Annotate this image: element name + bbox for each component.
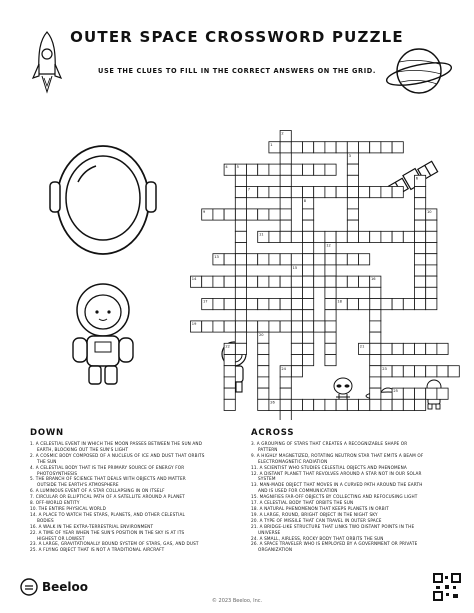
- grid-cell[interactable]: [347, 187, 358, 198]
- grid-number: 18: [337, 299, 342, 304]
- grid-cell[interactable]: [426, 287, 437, 298]
- grid-cell[interactable]: [303, 231, 314, 242]
- grid-cell[interactable]: [347, 142, 358, 153]
- grid-cell[interactable]: [291, 355, 302, 366]
- down-clue-line: 4. A CELESTIAL BODY THAT IS THE PRIMARY SOURCE OF ENERGY FOR: [30, 464, 185, 470]
- grid-cell[interactable]: [280, 254, 291, 265]
- grid-cell[interactable]: [415, 220, 426, 231]
- grid-number: 23: [382, 366, 387, 371]
- grid-cell[interactable]: [370, 355, 381, 366]
- grid-number: 26: [270, 400, 275, 405]
- grid-cell[interactable]: [392, 299, 403, 310]
- grid-cell[interactable]: [347, 254, 358, 265]
- bee-logo-icon: [20, 578, 38, 596]
- grid-cell[interactable]: [426, 366, 437, 377]
- down-clue-line: 23. A LARGE, GRAVITATIONALLY BOUND SYSTEM OF STARS, GAS, AND DUST: [30, 541, 199, 547]
- grid-cell[interactable]: [370, 142, 381, 153]
- grid-cell[interactable]: [415, 287, 426, 298]
- across-clue-line: 18. A NATURAL PHENOMENON THAT KEEPS PLANETS IN ORBIT: [251, 505, 389, 511]
- grid-cell[interactable]: [269, 231, 280, 242]
- grid-cell[interactable]: [370, 366, 381, 377]
- grid-cell[interactable]: [303, 220, 314, 231]
- across-clue-line: 26. A SPACE TRAVELER WHO IS EMPLOYED BY A GOVERNMENT OR PRIVATE: [251, 541, 418, 547]
- down-clue-line: 1. A CELESTIAL EVENT IN WHICH THE MOON PASSES BETWEEN THE SUN AND: [30, 441, 203, 446]
- grid-cell[interactable]: [303, 142, 314, 153]
- down-clue-line: 10. THE ENTIRE PHYSICAL WORLD: [30, 505, 106, 511]
- grid-cell[interactable]: [269, 187, 280, 198]
- grid-cell[interactable]: [235, 310, 246, 321]
- grid-cell[interactable]: [347, 231, 358, 242]
- grid-cell[interactable]: [258, 299, 269, 310]
- grid-number: 22: [225, 344, 230, 349]
- grid-cell[interactable]: [213, 299, 224, 310]
- grid-cell[interactable]: [235, 254, 246, 265]
- across-clue-line: ORGANIZATION: [258, 547, 293, 553]
- grid-cell[interactable]: [291, 399, 302, 410]
- grid-number: 24: [281, 366, 286, 371]
- grid-cell[interactable]: [280, 276, 291, 287]
- grid-cell[interactable]: [291, 164, 302, 175]
- grid-cell[interactable]: [381, 343, 392, 354]
- grid-number: 10: [427, 210, 432, 214]
- grid-cell[interactable]: [303, 310, 314, 321]
- grid-cell[interactable]: [213, 209, 224, 220]
- grid-cell[interactable]: [235, 198, 246, 209]
- grid-cell[interactable]: [415, 243, 426, 254]
- grid-cell[interactable]: [291, 187, 302, 198]
- grid-cell[interactable]: [325, 355, 336, 366]
- grid-cell[interactable]: [235, 220, 246, 231]
- grid-cell[interactable]: [224, 388, 235, 399]
- across-clue-line: 19. A LARGE, ROUND, BRIGHT OBJECT IN THE NIGHT SKY: [251, 511, 378, 517]
- grid-cell[interactable]: [359, 299, 370, 310]
- grid-cell[interactable]: [224, 276, 235, 287]
- grid-number: 19: [191, 322, 197, 326]
- grid-cell[interactable]: [370, 310, 381, 321]
- grid-cell[interactable]: [392, 343, 403, 354]
- grid-cell[interactable]: [336, 187, 347, 198]
- grid-cell[interactable]: [426, 231, 437, 242]
- grid-cell[interactable]: [269, 209, 280, 220]
- grid-cell[interactable]: [269, 299, 280, 310]
- grid-cell[interactable]: [258, 321, 269, 332]
- astronaut-helmet-icon: [48, 142, 158, 262]
- across-clue-line: 3. A GROUPING OF STARS THAT CREATES A RECOGNIZABLE SHAPE OR: [251, 441, 408, 446]
- grid-cell[interactable]: [392, 187, 403, 198]
- grid-cell[interactable]: [258, 355, 269, 366]
- grid-number: 11: [259, 232, 264, 237]
- grid-cell[interactable]: [303, 355, 314, 366]
- grid-cell[interactable]: [403, 399, 414, 410]
- grid-cell[interactable]: [347, 209, 358, 220]
- page-title: OUTER SPACE CROSSWORD PUZZLE: [70, 28, 404, 46]
- grid-cell[interactable]: [235, 276, 246, 287]
- grid-cell[interactable]: [325, 265, 336, 276]
- across-clue-line: 17. A CELESTIAL BODY THAT ORBITS THE SUN: [251, 500, 354, 506]
- grid-number: 4: [225, 165, 228, 170]
- down-clue-line: 8. OFF-WORLD ENTITY: [30, 500, 80, 506]
- grid-cell[interactable]: [280, 377, 291, 388]
- grid-cell[interactable]: [415, 299, 426, 310]
- grid-cell[interactable]: [325, 254, 336, 265]
- grid-cell[interactable]: [314, 187, 325, 198]
- grid-cell[interactable]: [303, 209, 314, 220]
- grid-cell[interactable]: [303, 332, 314, 343]
- crossword-grid: [190, 130, 460, 420]
- across-heading: ACROSS: [251, 428, 295, 438]
- grid-cell[interactable]: [303, 299, 314, 310]
- grid-cell[interactable]: [403, 299, 414, 310]
- grid-cell[interactable]: [213, 276, 224, 287]
- grid-cell[interactable]: [280, 142, 291, 153]
- grid-cell[interactable]: [359, 254, 370, 265]
- grid-cell[interactable]: [437, 366, 448, 377]
- grid-cell[interactable]: [347, 175, 358, 186]
- grid-cell[interactable]: [247, 321, 258, 332]
- grid-cell[interactable]: [235, 265, 246, 276]
- grid-cell[interactable]: [280, 175, 291, 186]
- grid-cell[interactable]: [291, 287, 302, 298]
- grid-cell[interactable]: [291, 310, 302, 321]
- grid-cell[interactable]: [202, 276, 213, 287]
- down-clue-line: 6. A LUMINOUS EVENT OF A STAR COLLAPSING IN ON ITSELF: [30, 488, 165, 494]
- grid-cell[interactable]: [280, 153, 291, 164]
- grid-cell[interactable]: [258, 399, 269, 410]
- grid-cell[interactable]: [426, 388, 437, 399]
- grid-cell[interactable]: [280, 198, 291, 209]
- grid-cell[interactable]: [269, 276, 280, 287]
- grid-cell[interactable]: [426, 220, 437, 231]
- grid-cell[interactable]: [280, 164, 291, 175]
- grid-number: 7: [247, 187, 251, 192]
- down-clue-line: 16. A WALK IN THE EXTRA-TERRESTRIAL ENVIRONMENT: [30, 523, 154, 529]
- grid-cell[interactable]: [336, 276, 347, 287]
- grid-cell[interactable]: [235, 187, 246, 198]
- grid-cell[interactable]: [426, 243, 437, 254]
- grid-cell[interactable]: [392, 142, 403, 153]
- grid-cell[interactable]: [359, 187, 370, 198]
- grid-cell[interactable]: [415, 388, 426, 399]
- down-heading: DOWN: [30, 428, 64, 438]
- grid-cell[interactable]: [415, 231, 426, 242]
- grid-cell[interactable]: [381, 231, 392, 242]
- grid-number: 20: [259, 333, 264, 338]
- across-clue-line: 9. A HIGHLY MAGNETIZED, ROTATING NEUTRON STAR THAT EMITS A BEAM OF: [251, 452, 424, 458]
- grid-cell[interactable]: [325, 164, 336, 175]
- grid-cell[interactable]: [347, 164, 358, 175]
- across-clue-line: 21. A BRIDGE-LIKE STRUCTURE THAT LINKS TWO DISTANT POINTS IN THE: [251, 523, 415, 529]
- grid-cell[interactable]: [415, 254, 426, 265]
- footer-brand: Beeloo: [42, 580, 89, 594]
- grid-cell[interactable]: [258, 254, 269, 265]
- down-clue-list: [30, 441, 240, 553]
- across-clue-line: 15. MAGNIFIES FAR-OFF OBJECTS BY COLLECTING AND REFOCUSING LIGHT: [251, 494, 418, 500]
- grid-cell[interactable]: [426, 299, 437, 310]
- grid-cell[interactable]: [370, 377, 381, 388]
- grid-cell[interactable]: [291, 254, 302, 265]
- grid-cell[interactable]: [235, 299, 246, 310]
- rocket-icon: [30, 30, 64, 100]
- grid-cell[interactable]: [325, 332, 336, 343]
- grid-number: 1: [270, 142, 273, 147]
- grid-cell[interactable]: [258, 343, 269, 354]
- across-clue-line: 20. A TYPE OF MISSILE THAT CAN TRAVEL IN OUTER SPACE: [251, 517, 382, 523]
- across-clue-line: ELECTROMAGNETIC RADIATION: [258, 458, 328, 464]
- grid-cell[interactable]: [269, 164, 280, 175]
- grid-number: 17: [203, 299, 208, 304]
- down-clue-line: OUTSIDE THE EARTH'S ATMOSPHERE: [37, 482, 119, 488]
- grid-cell[interactable]: [280, 220, 291, 231]
- across-clue-list: [251, 441, 461, 553]
- grid-cell[interactable]: [437, 343, 448, 354]
- down-clue-line: HIGHEST OR LOWEST: [37, 535, 85, 541]
- grid-cell[interactable]: [415, 198, 426, 209]
- grid-cell[interactable]: [426, 276, 437, 287]
- grid-cell[interactable]: [370, 332, 381, 343]
- grid-cell[interactable]: [224, 399, 235, 410]
- grid-number: 15: [292, 266, 298, 270]
- grid-cell[interactable]: [291, 321, 302, 332]
- grid-cell[interactable]: [291, 366, 302, 377]
- grid-cell[interactable]: [370, 287, 381, 298]
- down-clue-line: PHOTOSYNTHESIS: [37, 470, 78, 476]
- grid-cell[interactable]: [370, 399, 381, 410]
- grid-cell[interactable]: [224, 321, 235, 332]
- grid-cell[interactable]: [415, 343, 426, 354]
- grid-cell[interactable]: [291, 299, 302, 310]
- grid-cell[interactable]: [415, 209, 426, 220]
- grid-number: 5: [236, 165, 239, 170]
- grid-cell[interactable]: [280, 231, 291, 242]
- grid-cell[interactable]: [359, 276, 370, 287]
- grid-cell[interactable]: [415, 366, 426, 377]
- grid-cell[interactable]: [415, 399, 426, 410]
- grid-cell[interactable]: [224, 299, 235, 310]
- across-clue-line: 13. MAN-MADE OBJECT THAT MOVES IN A CURVED PATH AROUND THE EARTH: [251, 482, 423, 488]
- grid-cell[interactable]: [247, 276, 258, 287]
- footer-copyright: © 2023 Beeloo, Inc.: [211, 598, 263, 604]
- grid-cell[interactable]: [381, 142, 392, 153]
- grid-cell[interactable]: [381, 187, 392, 198]
- grid-number: 6: [415, 176, 419, 181]
- grid-cell[interactable]: [325, 321, 336, 332]
- grid-cell[interactable]: [347, 299, 358, 310]
- grid-number: 2: [281, 131, 284, 136]
- grid-cell[interactable]: [403, 388, 414, 399]
- down-clue-line: 7. CIRCULAR OR ELLIPTICAL PATH OF A SATELLITE AROUND A PLANET: [30, 494, 185, 500]
- grid-cell[interactable]: [347, 220, 358, 231]
- grid-cell[interactable]: [403, 366, 414, 377]
- grid-cell[interactable]: [202, 321, 213, 332]
- grid-number: 14: [191, 277, 197, 282]
- grid-cell[interactable]: [235, 231, 246, 242]
- grid-cell[interactable]: [258, 209, 269, 220]
- grid-cell[interactable]: [291, 332, 302, 343]
- qr-code-icon: [433, 573, 461, 601]
- grid-cell[interactable]: [381, 399, 392, 410]
- grid-cell[interactable]: [280, 187, 291, 198]
- grid-cell[interactable]: [224, 254, 235, 265]
- grid-cell[interactable]: [381, 299, 392, 310]
- grid-cell[interactable]: [347, 399, 358, 410]
- grid-cell[interactable]: [247, 299, 258, 310]
- grid-cell[interactable]: [247, 254, 258, 265]
- grid-cell[interactable]: [392, 231, 403, 242]
- grid-cell[interactable]: [325, 276, 336, 287]
- grid-cell[interactable]: [269, 321, 280, 332]
- grid-cell[interactable]: [247, 209, 258, 220]
- grid-cell[interactable]: [291, 231, 302, 242]
- across-clue-line: PATTERN: [258, 446, 278, 452]
- grid-cell[interactable]: [415, 187, 426, 198]
- grid-cell[interactable]: [370, 299, 381, 310]
- grid-cell[interactable]: [359, 231, 370, 242]
- grid-cell[interactable]: [235, 175, 246, 186]
- grid-cell[interactable]: [336, 399, 347, 410]
- grid-cell[interactable]: [235, 343, 246, 354]
- grid-cell[interactable]: [325, 231, 336, 242]
- grid-cell[interactable]: [280, 321, 291, 332]
- grid-cell[interactable]: [303, 276, 314, 287]
- grid-cell[interactable]: [303, 254, 314, 265]
- grid-cell[interactable]: [370, 187, 381, 198]
- grid-cell[interactable]: [291, 142, 302, 153]
- grid-cell[interactable]: [325, 399, 336, 410]
- grid-cell[interactable]: [336, 142, 347, 153]
- grid-cell[interactable]: [258, 377, 269, 388]
- grid-cell[interactable]: [258, 366, 269, 377]
- grid-number: 21: [359, 344, 365, 349]
- grid-cell[interactable]: [426, 265, 437, 276]
- grid-cell[interactable]: [235, 332, 246, 343]
- grid-cell[interactable]: [437, 388, 448, 399]
- grid-cell[interactable]: [303, 164, 314, 175]
- grid-cell[interactable]: [325, 310, 336, 321]
- grid-cell[interactable]: [314, 254, 325, 265]
- grid-cell[interactable]: [392, 366, 403, 377]
- grid-cell[interactable]: [280, 299, 291, 310]
- grid-number: 9: [203, 210, 206, 214]
- grid-cell[interactable]: [325, 343, 336, 354]
- across-clue-line: SYSTEM: [258, 476, 276, 482]
- grid-cell[interactable]: [347, 198, 358, 209]
- across-clue-line: AND IS USED FOR COMMUNICATION: [258, 488, 338, 494]
- across-clue-line: UNIVERSE: [258, 529, 281, 535]
- grid-cell[interactable]: [247, 164, 258, 175]
- grid-cell[interactable]: [280, 388, 291, 399]
- grid-cell[interactable]: [213, 321, 224, 332]
- down-clue-line: THE SUN: [37, 458, 57, 464]
- grid-cell[interactable]: [291, 276, 302, 287]
- grid-cell[interactable]: [370, 343, 381, 354]
- grid-cell[interactable]: [235, 209, 246, 220]
- grid-number: 8: [303, 198, 307, 203]
- grid-cell[interactable]: [415, 265, 426, 276]
- grid-cell[interactable]: [403, 231, 414, 242]
- grid-cell[interactable]: [426, 254, 437, 265]
- grid-cell[interactable]: [314, 399, 325, 410]
- grid-cell[interactable]: [303, 287, 314, 298]
- astronaut-icon: [63, 282, 143, 390]
- grid-cell[interactable]: [303, 399, 314, 410]
- down-clue-line: 14. A PLACE TO WATCH THE STARS, PLANETS, AND OTHER CELESTIAL: [30, 511, 185, 517]
- across-clue-line: 24. A SMALL, AIRLESS, ROCKY BODY THAT ORBITS THE SUN: [251, 535, 384, 541]
- grid-cell[interactable]: [336, 231, 347, 242]
- grid-cell[interactable]: [347, 276, 358, 287]
- grid-cell[interactable]: [325, 287, 336, 298]
- grid-cell[interactable]: [370, 321, 381, 332]
- grid-cell[interactable]: [325, 142, 336, 153]
- grid-cell[interactable]: [359, 142, 370, 153]
- down-clue-line: 22. A TIME OF YEAR WHEN THE SUN'S POSITION IN THE SKY IS AT ITS: [30, 529, 185, 535]
- grid-cell[interactable]: [314, 142, 325, 153]
- grid-cell[interactable]: [224, 377, 235, 388]
- grid-cell[interactable]: [325, 187, 336, 198]
- grid-cell[interactable]: [314, 164, 325, 175]
- grid-cell[interactable]: [303, 187, 314, 198]
- grid-cell[interactable]: [370, 231, 381, 242]
- grid-cell[interactable]: [224, 366, 235, 377]
- grid-cell[interactable]: [224, 355, 235, 366]
- grid-cell[interactable]: [303, 343, 314, 354]
- grid-cell[interactable]: [403, 343, 414, 354]
- grid-cell[interactable]: [258, 276, 269, 287]
- grid-cell[interactable]: [235, 287, 246, 298]
- grid-cell[interactable]: [415, 276, 426, 287]
- grid-number: 25: [393, 389, 398, 394]
- grid-cell[interactable]: [258, 187, 269, 198]
- grid-cell[interactable]: [224, 209, 235, 220]
- grid-cell[interactable]: [448, 366, 459, 377]
- grid-cell[interactable]: [269, 254, 280, 265]
- down-clue-line: 25. A FLYING OBJECT THAT IS NOT A TRADITIONAL AIRCRAFT: [30, 547, 165, 553]
- grid-cell[interactable]: [392, 399, 403, 410]
- grid-cell[interactable]: [314, 321, 325, 332]
- grid-cell[interactable]: [359, 399, 370, 410]
- grid-cell[interactable]: [303, 321, 314, 332]
- grid-cell[interactable]: [280, 411, 291, 421]
- grid-cell[interactable]: [280, 209, 291, 220]
- across-clue-line: 12. A DISTANT PLANET THAT REVOLVES AROUND A STAR NOT IN OUR SOLAR: [251, 470, 422, 476]
- grid-cell[interactable]: [258, 164, 269, 175]
- instructions-text: USE THE CLUES TO FILL IN THE CORRECT ANSWERS ON THE GRID.: [98, 67, 376, 75]
- grid-number: 13: [214, 254, 219, 259]
- down-clue-line: BODIES: [37, 517, 54, 523]
- grid-cell[interactable]: [325, 299, 336, 310]
- ringed-planet-icon: [385, 38, 453, 104]
- grid-cell[interactable]: [314, 276, 325, 287]
- grid-cell[interactable]: [303, 265, 314, 276]
- grid-cell[interactable]: [235, 243, 246, 254]
- down-clue-line: 2. A COSMIC BODY COMPOSED OF A NUCLEUS OF ICE AND DUST THAT ORBITS: [30, 452, 205, 458]
- grid-cell[interactable]: [336, 254, 347, 265]
- down-clue-line: 5. THE BRANCH OF SCIENCE THAT DEALS WITH OBJECTS AND MATTER: [30, 476, 186, 482]
- down-clue-line: EARTH, BLOCKING OUT THE SUN'S LIGHT: [37, 446, 129, 452]
- grid-number: 12: [326, 243, 331, 248]
- grid-cell[interactable]: [426, 343, 437, 354]
- grid-cell[interactable]: [280, 399, 291, 410]
- grid-cell[interactable]: [303, 243, 314, 254]
- grid-number: 16: [371, 277, 376, 282]
- grid-cell[interactable]: [235, 321, 246, 332]
- grid-cell[interactable]: [291, 343, 302, 354]
- grid-cell[interactable]: [314, 231, 325, 242]
- grid-cell[interactable]: [370, 388, 381, 399]
- grid-number: 3: [348, 154, 351, 158]
- grid-cell[interactable]: [258, 388, 269, 399]
- across-clue-line: 11. A SCIENTIST WHO STUDIES CELESTIAL OBJECTS AND PHENOMENA: [251, 464, 407, 470]
